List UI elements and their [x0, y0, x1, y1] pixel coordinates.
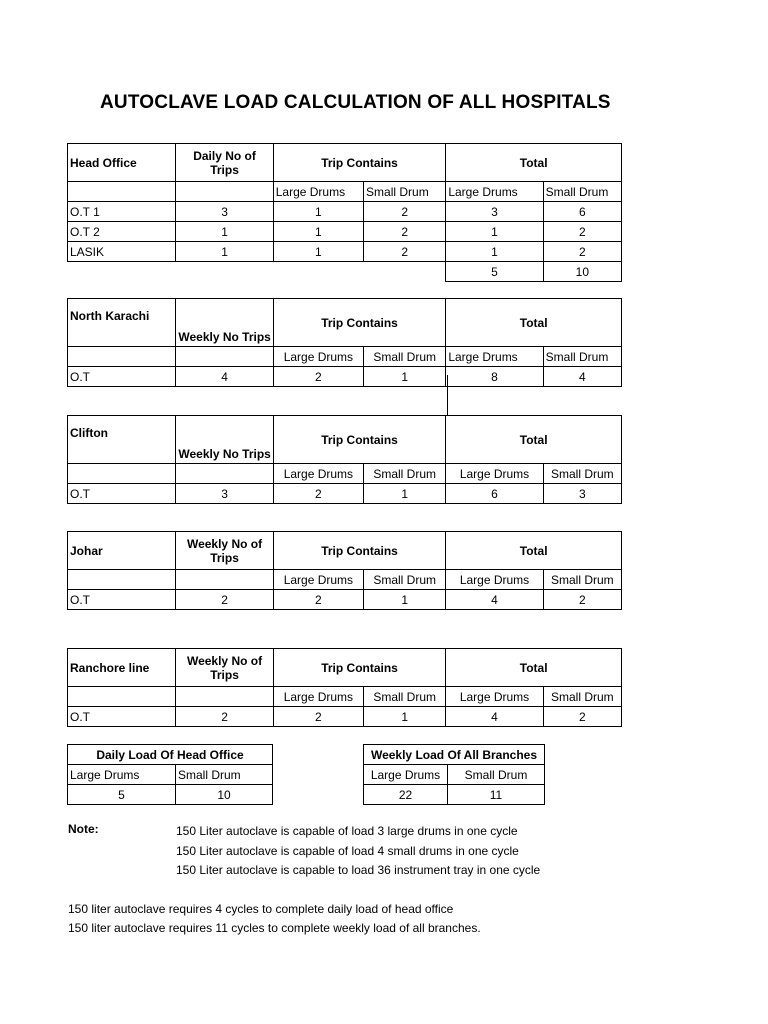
row-trips: 2: [176, 590, 273, 610]
row-trips: 3: [176, 202, 273, 222]
sum-small: 10: [543, 262, 621, 282]
trip-contains-header: Trip Contains: [273, 532, 446, 570]
row-large: 1: [273, 202, 363, 222]
branch-name: Clifton: [68, 416, 176, 464]
weekly-large-value: 22: [364, 785, 448, 805]
daily-large-value: 5: [68, 785, 176, 805]
total-header: Total: [446, 649, 622, 687]
total-header: Total: [446, 144, 622, 182]
blank-cell: [68, 570, 176, 590]
row-small: 1: [364, 484, 446, 504]
row-small: 2: [364, 242, 446, 262]
row-name: O.T 2: [68, 222, 176, 242]
row-name: O.T: [68, 590, 176, 610]
row-name: O.T 1: [68, 202, 176, 222]
blank-cell: [176, 570, 273, 590]
blank-cell: [68, 347, 176, 367]
blank-cell: [68, 182, 176, 202]
row-total-small: 6: [543, 202, 621, 222]
note-line: 150 Liter autoclave is capable of load 4 small drums in one cycle: [176, 844, 519, 858]
ranchore-line-table: [67, 648, 622, 727]
large-drums-header: Large Drums: [273, 687, 363, 707]
row-name: O.T: [68, 484, 176, 504]
large-drums-header: Large Drums: [273, 570, 363, 590]
divider: [447, 375, 448, 415]
large-drums-header: Large Drums: [273, 347, 363, 367]
row-name: LASIK: [68, 242, 176, 262]
row-small: 2: [364, 222, 446, 242]
row-total-large: 4: [446, 590, 543, 610]
row-large: 1: [273, 242, 363, 262]
row-total-small: 2: [543, 242, 621, 262]
row-small: 2: [364, 202, 446, 222]
row-total-small: 4: [543, 367, 621, 387]
note-label: Note:: [68, 822, 99, 836]
row-trips: 4: [176, 367, 273, 387]
small-drum-header: Small Drum: [448, 765, 545, 785]
branch-name: Ranchore line: [68, 649, 176, 687]
row-total-small: 3: [543, 484, 621, 504]
trips-header: Weekly No Trips: [176, 416, 273, 464]
sum-large: 5: [446, 262, 543, 282]
row-large: 2: [273, 590, 363, 610]
small-drum-header: Small Drum: [364, 464, 446, 484]
small-drum-header: Small Drum: [364, 182, 446, 202]
table-row: [68, 222, 622, 242]
blank-cell: [176, 182, 273, 202]
small-drum-header: Small Drum: [543, 464, 621, 484]
table-row: [68, 367, 622, 387]
row-small: 1: [364, 707, 446, 727]
footer-line: 150 liter autoclave requires 4 cycles to complete daily load of head office: [68, 902, 454, 916]
trips-header: Weekly No Trips: [176, 299, 273, 347]
row-large: 2: [273, 484, 363, 504]
total-header: Total: [446, 299, 622, 347]
row-total-large: 1: [446, 222, 543, 242]
small-drum-header: Small Drum: [543, 570, 621, 590]
trip-contains-header: Trip Contains: [273, 416, 446, 464]
row-trips: 2: [176, 707, 273, 727]
row-total-large: 3: [446, 202, 543, 222]
page-title: AUTOCLAVE LOAD CALCULATION OF ALL HOSPITALS: [100, 92, 611, 113]
blank-cell: [68, 464, 176, 484]
large-drums-header: Large Drums: [273, 464, 363, 484]
row-name: O.T: [68, 367, 176, 387]
row-large: 2: [273, 707, 363, 727]
small-drum-header: Small Drum: [543, 687, 621, 707]
large-drums-header: Large Drums: [364, 765, 448, 785]
small-drum-header: Small Drum: [364, 570, 446, 590]
row-name: O.T: [68, 707, 176, 727]
row-trips: 3: [176, 484, 273, 504]
small-drum-header: Small Drum: [543, 347, 621, 367]
johar-table: [67, 531, 622, 610]
footer-line: 150 liter autoclave requires 11 cycles to complete weekly load of all branches.: [68, 921, 481, 935]
trip-contains-header: Trip Contains: [273, 649, 446, 687]
blank-cell: [68, 687, 176, 707]
row-total-large: 8: [446, 367, 543, 387]
clifton-table: [67, 415, 622, 504]
table-row: [68, 242, 622, 262]
row-total-large: 1: [446, 242, 543, 262]
north-karachi-table: [67, 298, 622, 387]
head-office-table: [67, 143, 622, 282]
sum-row: [68, 262, 622, 282]
table-row: [68, 484, 622, 504]
row-total-large: 4: [446, 707, 543, 727]
trip-contains-header: Trip Contains: [273, 299, 446, 347]
note-line: 150 Liter autoclave is capable to load 36 instrument tray in one cycle: [176, 863, 541, 877]
table-row: [68, 707, 622, 727]
daily-small-value: 10: [176, 785, 273, 805]
note-line: 150 Liter autoclave is capable of load 3 large drums in one cycle: [176, 824, 518, 838]
small-drum-header: Small Drum: [364, 347, 446, 367]
total-header: Total: [446, 532, 622, 570]
large-drums-header: Large Drums: [446, 464, 543, 484]
weekly-load-table: [363, 744, 545, 805]
small-drum-header: Small Drum: [543, 182, 621, 202]
row-large: 1: [273, 222, 363, 242]
blank-cell: [176, 464, 273, 484]
daily-load-table: [67, 744, 273, 805]
row-total-large: 6: [446, 484, 543, 504]
weekly-small-value: 11: [448, 785, 545, 805]
trip-contains-header: Trip Contains: [273, 144, 446, 182]
large-drums-header: Large Drums: [273, 182, 363, 202]
blank-cell: [176, 347, 273, 367]
trips-header: Weekly No of Trips: [176, 532, 273, 570]
row-total-small: 2: [543, 707, 621, 727]
table-row: [68, 590, 622, 610]
large-drums-header: Large Drums: [446, 687, 543, 707]
trips-header: Weekly No of Trips: [176, 649, 273, 687]
row-small: 1: [364, 590, 446, 610]
row-total-small: 2: [543, 222, 621, 242]
branch-name: Head Office: [68, 144, 176, 182]
large-drums-header: Large Drums: [446, 182, 543, 202]
weekly-load-title: Weekly Load Of All Branches: [364, 745, 545, 765]
daily-load-title: Daily Load Of Head Office: [68, 745, 273, 765]
row-small: 1: [364, 367, 446, 387]
row-large: 2: [273, 367, 363, 387]
large-drums-header: Large Drums: [68, 765, 176, 785]
small-drum-header: Small Drum: [176, 765, 273, 785]
small-drum-header: Small Drum: [364, 687, 446, 707]
row-trips: 1: [176, 222, 273, 242]
branch-name: North Karachi: [68, 299, 176, 347]
table-row: [68, 202, 622, 222]
large-drums-header: Large Drums: [446, 570, 543, 590]
trips-header: Daily No of Trips: [176, 144, 273, 182]
row-total-small: 2: [543, 590, 621, 610]
row-trips: 1: [176, 242, 273, 262]
total-header: Total: [446, 416, 622, 464]
branch-name: Johar: [68, 532, 176, 570]
blank-cell: [176, 687, 273, 707]
large-drums-header: Large Drums: [446, 347, 543, 367]
